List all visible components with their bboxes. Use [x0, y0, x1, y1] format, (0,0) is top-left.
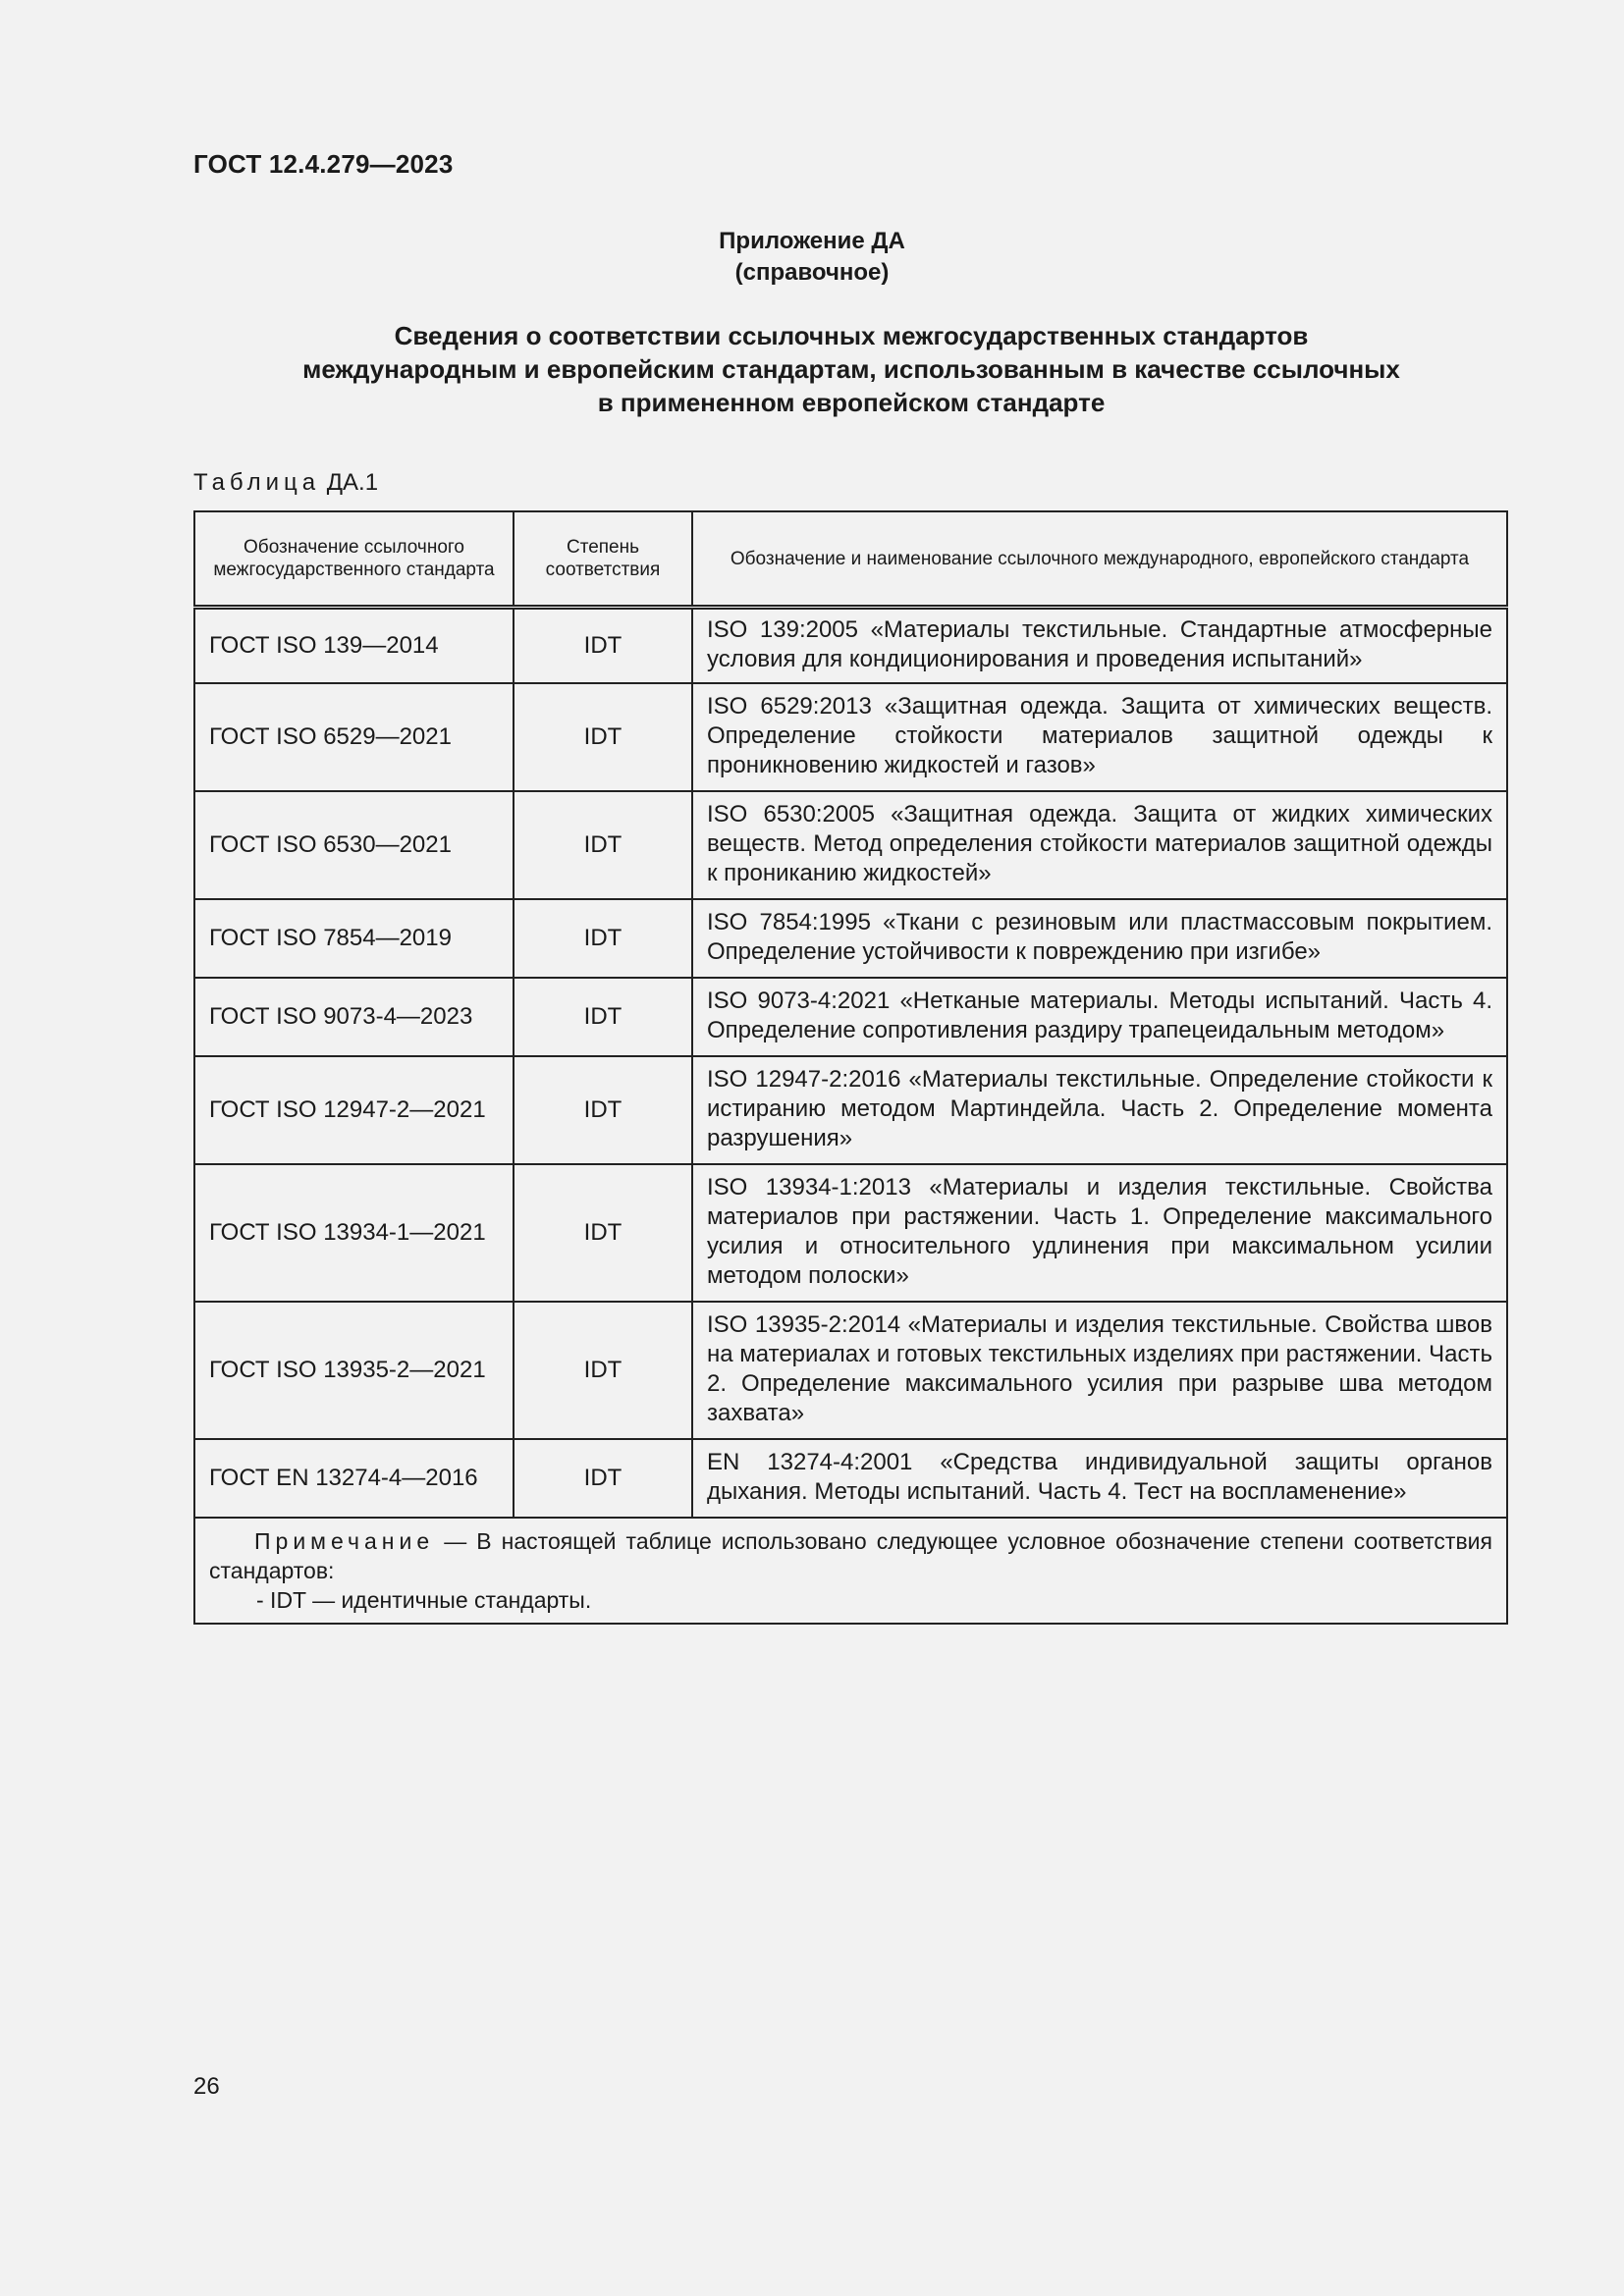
section-title-line-2: международным и европейским стандартам, использованным в качестве ссылочных [302, 354, 1400, 384]
table-row [194, 1164, 1507, 1302]
appendix-heading [0, 226, 1624, 289]
cell-reference: ISO 7854:1995 «Ткани с резиновым или пластмассовым покрытием. Определение устойчивости к повреждению при изгибе» [692, 899, 1507, 978]
cell-reference: ISO 6530:2005 «Защитная одежда. Защита от жидких химических веществ. Метод определения стойкости материалов защитной одежды к прониканию жидкостей» [692, 791, 1507, 899]
cell-gost: ГОСТ ISO 139—2014 [194, 608, 514, 684]
table-row [194, 608, 1507, 684]
cell-gost: ГОСТ ISO 6529—2021 [194, 683, 514, 791]
note-item: - IDT — идентичные стандарты. [256, 1587, 592, 1613]
cell-gost: ГОСТ ISO 7854—2019 [194, 899, 514, 978]
table-label-number: ДА.1 [320, 469, 379, 496]
header-degree: Степень соответствия [514, 511, 692, 608]
section-title-line-1: Сведения о соответствии ссылочных межгосударственных стандартов [394, 321, 1309, 350]
cell-gost: ГОСТ ISO 9073-4—2023 [194, 978, 514, 1056]
appendix-title: Приложение ДА [719, 228, 905, 254]
table-row [194, 899, 1507, 978]
cell-gost: ГОСТ EN 13274-4—2016 [194, 1439, 514, 1518]
note-label: Примечание [254, 1528, 435, 1554]
standards-table [193, 510, 1508, 1625]
cell-reference: EN 13274-4:2001 «Средства индивидуальной защиты органов дыхания. Методы испытаний. Часть 4. Тест на воспламенение» [692, 1439, 1507, 1518]
appendix-subtitle: (справочное) [734, 259, 890, 286]
cell-gost: ГОСТ ISO 6530—2021 [194, 791, 514, 899]
cell-degree: IDT [514, 978, 692, 1056]
table-row [194, 683, 1507, 791]
cell-reference: ISO 6529:2013 «Защитная одежда. Защита от химических веществ. Определение стойкости материалов защитной одежды к проникновению жидкостей и газов» [692, 683, 1507, 791]
table-row [194, 791, 1507, 899]
table-row [194, 1302, 1507, 1439]
cell-degree: IDT [514, 1164, 692, 1302]
cell-degree: IDT [514, 899, 692, 978]
cell-reference: ISO 9073-4:2021 «Нетканые материалы. Методы испытаний. Часть 4. Определение сопротивления раздиру трапецеидальным методом» [692, 978, 1507, 1056]
table-header-row [194, 511, 1507, 608]
note-text [209, 1526, 1492, 1585]
header-gost: Обозначение ссылочного межгосударственного стандарта [194, 511, 514, 608]
cell-reference: ISO 12947-2:2016 «Материалы текстильные. Определение стойкости к истиранию методом Мартиндейла. Часть 2. Определение момента разрушения» [692, 1056, 1507, 1164]
cell-reference: ISO 139:2005 «Материалы текстильные. Стандартные атмосферные условия для кондиционирования и проведения испытаний» [692, 608, 1507, 684]
table-label-word: Таблица [193, 469, 321, 496]
table-row [194, 978, 1507, 1056]
cell-degree: IDT [514, 791, 692, 899]
cell-degree: IDT [514, 1302, 692, 1439]
table-row [194, 1056, 1507, 1164]
table-container [193, 510, 1508, 1625]
section-title-line-3: в примененном европейском стандарте [597, 388, 1106, 417]
cell-gost: ГОСТ ISO 13935-2—2021 [194, 1302, 514, 1439]
cell-degree: IDT [514, 608, 692, 684]
cell-degree: IDT [514, 1439, 692, 1518]
table-note-row [194, 1518, 1507, 1624]
header-reference: Обозначение и наименование ссылочного международного, европейского стандарта [692, 511, 1507, 608]
cell-gost: ГОСТ ISO 12947-2—2021 [194, 1056, 514, 1164]
cell-degree: IDT [514, 683, 692, 791]
cell-reference: ISO 13935-2:2014 «Материалы и изделия текстильные. Свойства швов на материалах и готовых текстильных изделиях при растяжении. Часть 2. Определение максимального усилия при разрыве шва методом захвата» [692, 1302, 1507, 1439]
page-number: 26 [193, 2073, 220, 2100]
table-row [194, 1439, 1507, 1518]
document-code: ГОСТ 12.4.279—2023 [193, 149, 454, 179]
table-note [194, 1518, 1507, 1624]
cell-gost: ГОСТ ISO 13934-1—2021 [194, 1164, 514, 1302]
cell-degree: IDT [514, 1056, 692, 1164]
section-title [193, 319, 1509, 419]
note-body: — В настоящей таблице использовано следующее условное обозначение степени соответствия стандартов: [209, 1528, 1492, 1583]
cell-reference: ISO 13934-1:2013 «Материалы и изделия текстильные. Свойства материалов при растяжении. Часть 1. Определение максимального усилия и относительного удлинения при максимальном усилии методом полоски» [692, 1164, 1507, 1302]
table-label [193, 469, 378, 497]
